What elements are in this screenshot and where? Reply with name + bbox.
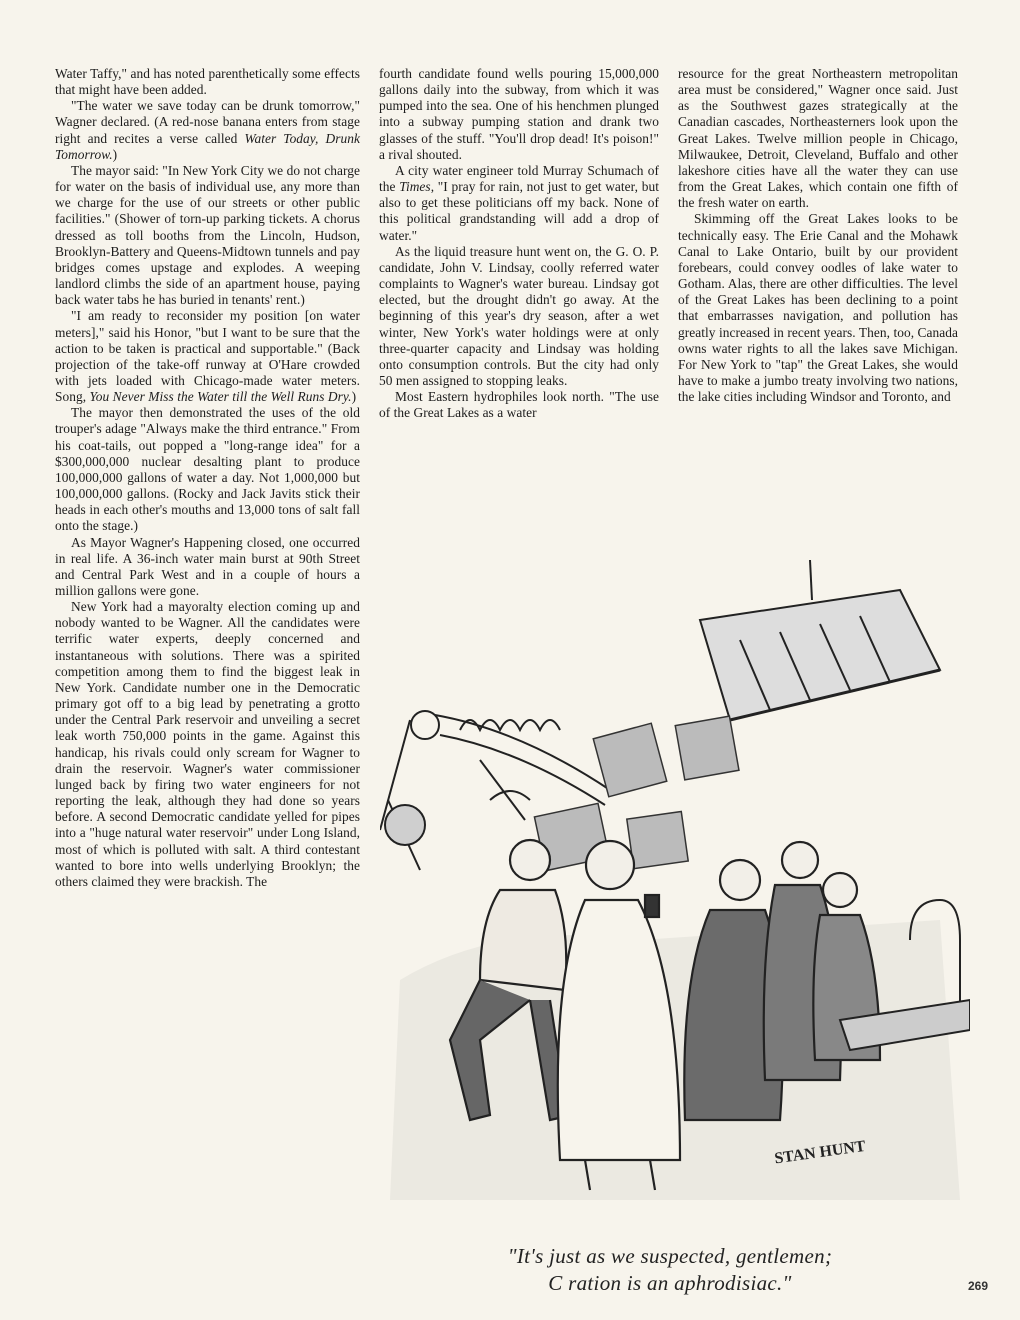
italic-title: Times (399, 179, 431, 195)
text-column-3 (678, 66, 958, 405)
cartoon-caption (420, 1243, 920, 1297)
caption-line: "It's just as we suspected, gentlemen; (507, 1244, 833, 1268)
artist-signature: STAN HUNT (773, 1137, 867, 1168)
paragraph: The mayor said: "In New York City we do not charge for water on the basis of individual use, any more than we charge for the use of our streets or other public facilities." (Shower of torn-up parking tickets. A chorus dressed as toll booths from the Lincoln, Hudson, Brooklyn-Battery and Queens-Midtown tunnels and pay bridges comes upstage and explodes. A weeping landlord climbs the side of an apartment house, paying back water tabs he has buried in tenants' rent.) (55, 162, 360, 308)
paragraph: A city water engineer told Murray Schumach of the Times, "I pray for rain, not just to get water, but also to get these politicians off my back. None of this political grandstanding will add a drop of water." (379, 162, 659, 243)
paragraph: New York had a mayoralty election coming up and nobody wanted to be Wagner. All the candidates were terrific water experts, deeply concerned and instantaneous with solutions. There was a spirited competition among them to find the biggest leak in New York. Candidate number one in the Democratic primary got off to a big lead by penetrating a grotto under the Central Park reservoir and unveiling a secret leak worth 750,000 points in the game. Against this handicap, his rivals could only scream for Wagner to drain the reservoir. Wagner's water commissioner lunged back by firing two water engineers for not reporting the leak, although they had done so years before. A second Democratic candidate yelled for pipes into a "huge natural water reservoir" under Long Island, most of which is polluted with salt. A third contestant wanted to bore into wells underlying Brooklyn; the others claimed they were brackish. The (55, 599, 360, 889)
paragraph: resource for the great Northeastern metropolitan area must be considered," Wagner once said. Just as the Southwest gazes strategically at the Canadian cascades, Northeasterners look upon the Great Lakes. Twelve million people in Chicago, Milwaukee, Detroit, Cleveland, Buffalo and other lakeshore cities have all the water they can use from the Great Lakes, which contain one fifth of the fresh water on earth. (678, 66, 958, 211)
italic-title: You Never Miss the Water till the Well Runs Dry. (89, 389, 352, 405)
paragraph: Water Taffy," and has noted parenthetically some effects that might have been added. (55, 66, 360, 98)
text-column-2 (379, 66, 659, 421)
cartoon-illustration (380, 560, 970, 1200)
paragraph: The mayor then demonstrated the uses of the old trouper's adage "Always make the third entrance." From his coat-tails, out popped a "long-range idea" for a $300,000,000 nuclear desalting plant to produce 100,000,000 gallons of water a day. Not 1,000,000 but 100,000,000 gallons. (Rocky and Jack Javits stick their heads in each other's mouths and 13,000 tons of salt fall onto the stage.) (55, 405, 360, 534)
caption-line: C ration is an aphrodisiac." (548, 1271, 792, 1295)
paragraph: Skimming off the Great Lakes looks to be technically easy. The Erie Canal and the Mohawk Canal to Lake Ontario, built by our provident forebears, could convey oodles of lake water to Gotham. Alas, there are other difficulties. The level of the Great Lakes has been declining to a point that embarrasses navigation, and pollution has greatly increased in recent years. Then, too, Canada owns water rights to all the lakes save Michigan. For New York to "tap" the Great Lakes, she would have to make a jumbo treaty involving two nations, the lake cities including Windsor and Toronto, and (678, 211, 958, 405)
text-column-1 (55, 66, 360, 890)
paragraph: "I am ready to reconsider my position [on water meters]," said his Honor, "but I want to be sure that the action to be taken is practical and supportable." (Back projection of the take-off runway at O'Hare crowded with jets loaded with Chicago-made water meters. Song, You Never Miss the Water till the Well Runs Dry.) (55, 308, 360, 405)
italic-title: Water Today, Drunk Tomorrow. (55, 130, 360, 162)
paragraph: "The water we save today can be drunk tomorrow," Wagner declared. (A red-nose banana enters from stage right and recites a verse called Water Today, Drunk Tomorrow.) (55, 98, 360, 162)
paragraph: As Mayor Wagner's Happening closed, one occurred in real life. A 36-inch water main burst at 90th Street and Central Park West and in a couple of hours a million gallons were gone. (55, 534, 360, 598)
page-number: 269 (968, 1279, 989, 1293)
paragraph: Most Eastern hydrophiles look north. "The use of the Great Lakes as a water (379, 389, 659, 421)
paragraph: As the liquid treasure hunt went on, the G. O. P. candidate, John V. Lindsay, coolly referred water complaints to Wagner's water bureau. Lindsay got elected, but the drought didn't go away. At the beginning of this year's dry season, after a wet winter, New York's water holdings were at only three-quarter capacity and Lindsay was holding onto consumption controls. But the city had only 50 men assigned to stopping leaks. (379, 243, 659, 388)
paragraph: fourth candidate found wells pouring 15,000,000 gallons daily into the subway, from which it was pumped into the sea. One of his henchmen plunged into a subway pumping station and drank two glasses of the stuff. "You'll drop dead! It's poison!" a rival shouted. (379, 66, 659, 162)
